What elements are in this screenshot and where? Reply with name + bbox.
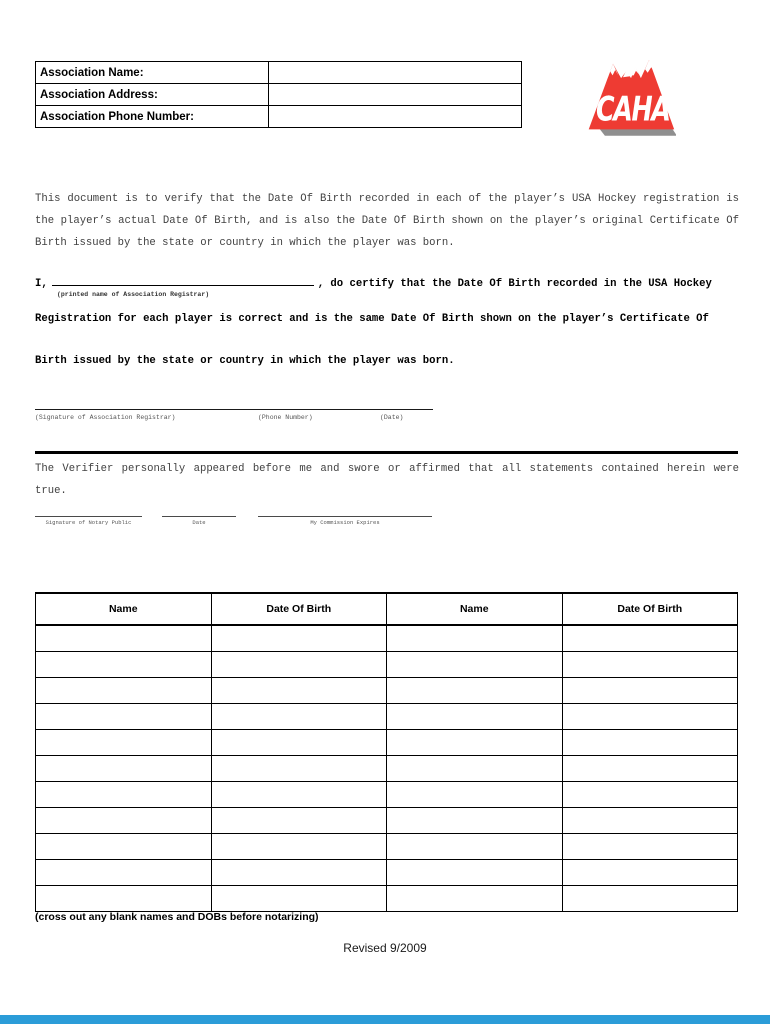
- roster-cell[interactable]: [36, 808, 212, 834]
- roster-cell[interactable]: [211, 625, 387, 652]
- roster-header-name-1: Name: [36, 593, 212, 625]
- roster-cell[interactable]: [36, 625, 212, 652]
- notary-commission-label: My Commission Expires: [310, 519, 380, 526]
- association-name-row: [36, 62, 522, 84]
- roster-cell[interactable]: [387, 756, 563, 782]
- roster-cell[interactable]: [36, 756, 212, 782]
- association-address-label: Association Address:: [36, 84, 269, 106]
- verifier-statement: The Verifier personally appeared before me and swore or affirmed that all statements contained herein were true.: [35, 463, 739, 497]
- notary-commission-field[interactable]: [258, 516, 432, 526]
- roster-row: [36, 704, 738, 730]
- roster-table: [35, 592, 738, 912]
- registrar-name-caption: (printed name of Association Registrar): [57, 291, 210, 298]
- association-name-field[interactable]: [269, 62, 522, 84]
- roster-row: [36, 730, 738, 756]
- revision-note: Revised 9/2009: [343, 941, 427, 955]
- roster-cell[interactable]: [36, 704, 212, 730]
- notarizing-footnote: (cross out any blank names and DOBs before notarizing): [35, 911, 319, 923]
- roster-cell[interactable]: [562, 834, 738, 860]
- certification-line-1: [35, 274, 712, 290]
- roster-cell[interactable]: [562, 730, 738, 756]
- roster-cell[interactable]: [387, 678, 563, 704]
- roster-cell[interactable]: [562, 886, 738, 912]
- certification-suffix: , do certify that the Date Of Birth recorded in the USA Hockey: [317, 278, 712, 290]
- association-phone-field[interactable]: [269, 106, 522, 128]
- roster-cell[interactable]: [211, 808, 387, 834]
- association-phone-row: [36, 106, 522, 128]
- roster-cell[interactable]: [562, 704, 738, 730]
- roster-cell[interactable]: [211, 678, 387, 704]
- roster-header-dob-1: Date Of Birth: [211, 593, 387, 625]
- roster-cell[interactable]: [211, 860, 387, 886]
- roster-cell[interactable]: [562, 782, 738, 808]
- caha-logo-icon: [586, 52, 676, 142]
- roster-cell[interactable]: [36, 678, 212, 704]
- roster-cell[interactable]: [36, 834, 212, 860]
- roster-cell[interactable]: [562, 808, 738, 834]
- roster-cell[interactable]: [211, 756, 387, 782]
- date-label: (Date): [380, 414, 404, 421]
- certification-prefix: I,: [35, 278, 48, 290]
- roster-cell[interactable]: [211, 886, 387, 912]
- roster-cell[interactable]: [562, 756, 738, 782]
- association-address-field[interactable]: [269, 84, 522, 106]
- association-info-table: [35, 61, 522, 128]
- roster-cell[interactable]: [36, 730, 212, 756]
- verifier-divider-rule: [35, 451, 738, 454]
- caha-logo-text: CAHA: [596, 89, 670, 130]
- roster-cell[interactable]: [387, 730, 563, 756]
- roster-cell[interactable]: [562, 625, 738, 652]
- footer-bar: [0, 1015, 770, 1024]
- association-address-row: [36, 84, 522, 106]
- roster-cell[interactable]: [36, 652, 212, 678]
- roster-cell[interactable]: [36, 886, 212, 912]
- notary-date-label: Date: [192, 519, 206, 526]
- roster-header-name-2: Name: [387, 593, 563, 625]
- roster-cell[interactable]: [211, 704, 387, 730]
- roster-cell[interactable]: [562, 652, 738, 678]
- roster-header-row: [36, 593, 738, 625]
- roster-cell[interactable]: [211, 834, 387, 860]
- roster-row: [36, 756, 738, 782]
- certification-line-3: Birth issued by the state or country in which the player was born.: [35, 355, 455, 367]
- roster-cell[interactable]: [211, 782, 387, 808]
- roster-row: [36, 625, 738, 652]
- notary-signature-label: Signature of Notary Public: [45, 519, 132, 526]
- phone-number-label: (Phone Number): [258, 414, 313, 421]
- registrar-name-blank[interactable]: [52, 274, 314, 286]
- roster-row: [36, 678, 738, 704]
- roster-cell[interactable]: [387, 860, 563, 886]
- roster-cell[interactable]: [387, 808, 563, 834]
- roster-row: [36, 834, 738, 860]
- roster-cell[interactable]: [387, 782, 563, 808]
- notary-date-field[interactable]: [162, 516, 236, 526]
- roster-cell[interactable]: [211, 652, 387, 678]
- roster-header-dob-2: Date Of Birth: [562, 593, 738, 625]
- roster-row: [36, 652, 738, 678]
- roster-cell[interactable]: [562, 860, 738, 886]
- roster-cell[interactable]: [387, 625, 563, 652]
- roster-cell[interactable]: [562, 678, 738, 704]
- certification-line-2: Registration for each player is correct and is the same Date Of Birth shown on the player’s Certificate Of: [35, 313, 709, 325]
- association-phone-label: Association Phone Number:: [36, 106, 269, 128]
- roster-cell[interactable]: [211, 730, 387, 756]
- roster-cell[interactable]: [36, 860, 212, 886]
- intro-paragraph: This document is to verify that the Date Of Birth recorded in each of the player’s USA Hockey registration is the player’s actual Date Of Birth, and is also the Date Of Birth shown on the player’s original Certificate Of Birth issued by the state or country in which the player was born.: [35, 193, 739, 249]
- registrar-signature-label: (Signature of Association Registrar): [35, 414, 176, 421]
- registrar-signature-line[interactable]: [35, 409, 433, 410]
- roster-row: [36, 860, 738, 886]
- roster-cell[interactable]: [36, 782, 212, 808]
- roster-cell[interactable]: [387, 652, 563, 678]
- roster-cell[interactable]: [387, 834, 563, 860]
- notary-signature-field[interactable]: [35, 516, 142, 526]
- roster-row: [36, 886, 738, 912]
- roster-cell[interactable]: [387, 704, 563, 730]
- roster-row: [36, 782, 738, 808]
- roster-row: [36, 808, 738, 834]
- association-name-label: Association Name:: [36, 62, 269, 84]
- roster-cell[interactable]: [387, 886, 563, 912]
